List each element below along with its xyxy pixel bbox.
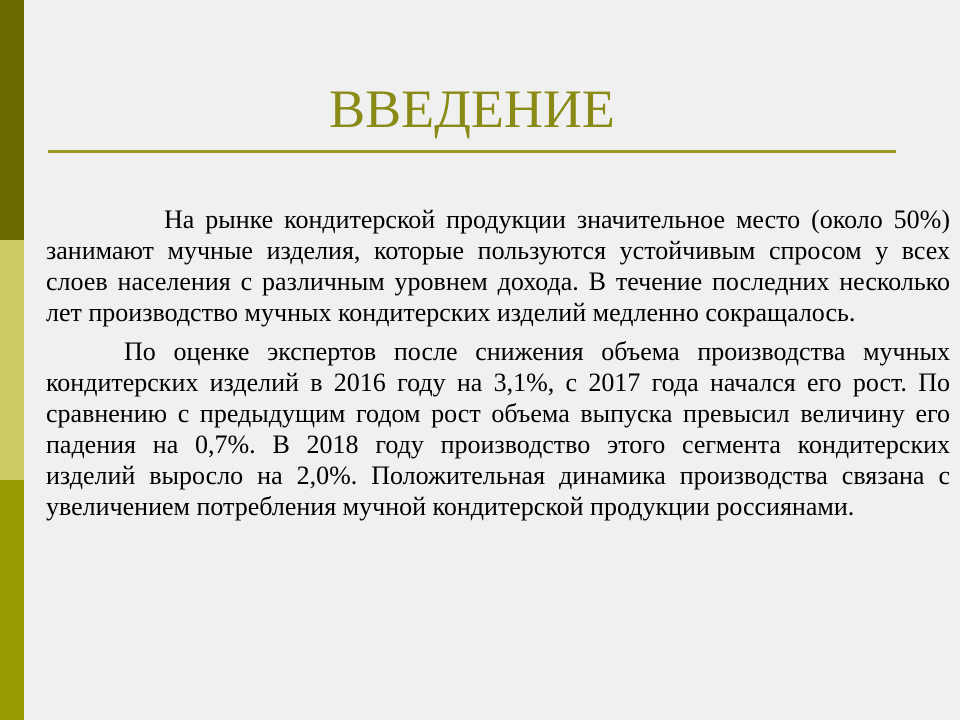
side-bar-bottom-block bbox=[0, 480, 24, 720]
side-bar-middle-block bbox=[0, 240, 24, 480]
slide-body bbox=[46, 204, 950, 530]
title-underline-divider bbox=[48, 150, 896, 153]
side-bar-top-block bbox=[0, 0, 24, 240]
body-paragraph-2: По оценке экспертов после снижения объема производства мучных кондитерских изделий в 2016 году на 3,1%, с 2017 года начался его рост. По сравнению с предыдущим годом рост объема выпуска превысил величину его падения на 0,7%. В 2018 году производство этого сегмента кондитерских изделий выросло на 2,0%. Положительная динамика производства связана с увеличением потребления мучной кондитерской продукции россиянами. bbox=[46, 337, 950, 521]
slide-title: ВВЕДЕНИЕ bbox=[329, 79, 615, 139]
body-paragraph-1: На рынке кондитерской продукции значительное место (около 50%) занимают мучные изделия, которые пользуются устойчивым спросом у всех слоев населения с различным уровнем дохода. В течение последних несколько лет производство мучных кондитерских изделий медленно сокращалось. bbox=[46, 205, 950, 327]
